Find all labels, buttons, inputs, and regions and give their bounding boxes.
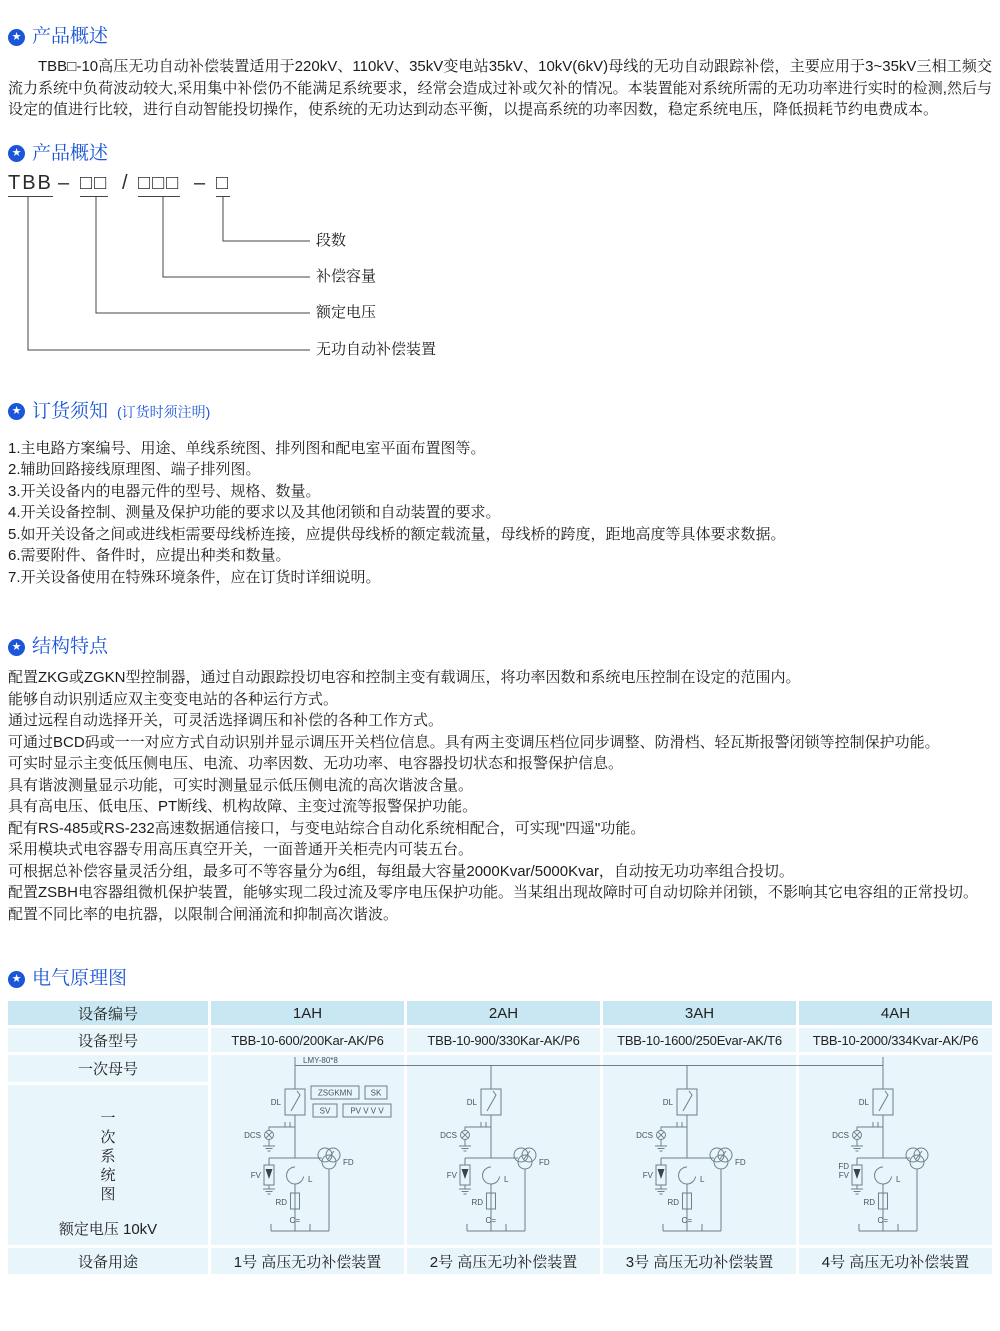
device-usage: 2号 高压无功补偿装置 xyxy=(407,1248,600,1274)
callout-voltage: 额定电压 xyxy=(316,303,377,321)
sv-box-label: SV xyxy=(319,1106,331,1116)
sk-box-label: SK xyxy=(370,1088,382,1098)
device-usage: 1号 高压无功补偿装置 xyxy=(211,1248,404,1274)
arrester-label: FV xyxy=(642,1171,653,1180)
breaker-label: DL xyxy=(466,1098,477,1107)
dcs-label: DCS xyxy=(832,1131,849,1140)
callout-capacity: 补偿容量 xyxy=(316,267,377,285)
list-item: 7.开关设备使用在特殊环境条件，应在订货时详细说明。 xyxy=(8,568,381,586)
pv-box-label: PV V V V xyxy=(350,1106,384,1116)
section-product-overview xyxy=(8,24,992,121)
circuit-cell-3ah xyxy=(603,1055,796,1245)
discharge-label: FD xyxy=(539,1158,550,1167)
feature-line: 配有RS-485或RS-232高速数据通信接口，与变电站综合自动化系统相配合，可实现"四遥"功能。 xyxy=(8,819,646,837)
device-model: TBB-10-2000/334Kvar-AK/P6 xyxy=(799,1028,992,1052)
model-code-sections-field: □ xyxy=(216,171,230,197)
star-circle-icon: ★ xyxy=(8,403,25,420)
schematic-table xyxy=(8,1001,992,1274)
section-heading xyxy=(8,141,992,167)
list-item: 1.主电路方案编号、用途、单线系统图、排列图和配电室平面布置图等。 xyxy=(8,439,486,457)
section-title: 结构特点 xyxy=(32,636,109,657)
star-circle-icon: ★ xyxy=(8,29,25,46)
list-item: 3.开关设备内的电器元件的型号、规格、数量。 xyxy=(8,482,321,500)
list-item: 2.辅助回路接线原理图、端子排列图。 xyxy=(8,461,261,478)
fuse-label: RD xyxy=(667,1198,679,1207)
circuit-cell-2ah xyxy=(407,1055,600,1245)
list-item: 5.如开关设备之间或进线柜需要母线桥连接，应提供母线桥的额定载流量，母线桥的跨度，距地高度等具体要求数据。 xyxy=(8,525,786,543)
row-label: 设备用途 xyxy=(8,1248,208,1274)
reactor-label: L xyxy=(700,1175,705,1184)
section-title: 产品概述 xyxy=(32,142,109,164)
reactor-label: L xyxy=(896,1175,901,1184)
features-list xyxy=(8,667,992,925)
fuse-label: RD xyxy=(863,1198,875,1207)
capacitor-label: C= xyxy=(877,1216,888,1225)
star-circle-icon: ★ xyxy=(8,145,25,162)
reactor-label: L xyxy=(504,1175,509,1184)
col-header: 1AH xyxy=(211,1001,404,1025)
row-label: 一次母号 xyxy=(8,1055,208,1082)
model-code-capacity-field: □□□ xyxy=(138,171,180,197)
row-label: 设备型号 xyxy=(8,1028,208,1052)
row-label-primary-system xyxy=(8,1085,208,1245)
feature-line: 具有谐波测量显示功能，可实时测量显示低压侧电流的高次谐波含量。 xyxy=(8,776,474,794)
section-title: 订货须知 xyxy=(32,400,109,422)
rated-voltage: 额定电压 10kV xyxy=(58,1221,158,1238)
section-subtitle: (订货时须注明) xyxy=(117,403,211,420)
device-usage: 3号 高压无功补偿装置 xyxy=(603,1248,796,1274)
circuit-cell-1ah xyxy=(211,1055,404,1245)
section-model-designation xyxy=(8,141,992,373)
model-code-slash: / xyxy=(122,171,130,194)
section-structure-features xyxy=(8,634,992,925)
circuit-diagram-1ah xyxy=(211,1055,404,1245)
feature-line: 配置ZSBH电容器组微机保护装置，能够实现二段过流及零序电压保护功能。当某组出现故障时可自动切除并闭锁，不影响其它电容组的正常投切。 xyxy=(8,884,979,901)
feature-line: 配置ZKG或ZGKN型控制器，通过自动跟踪投切电容和控制主变有载调压，将功率因数和系统电压控制在设定的范围内。 xyxy=(8,669,801,686)
list-item: 4.开关设备控制、测量及保护功能的要求以及其他闭锁和自动装置的要求。 xyxy=(8,504,501,521)
feature-line: 可根据总补偿容量灵活分组，最多可不等容量分为6组，每组最大容量2000Kvar/5000Kvar，自动按无功功率组合投切。 xyxy=(8,862,794,880)
col-header: 3AH xyxy=(603,1001,796,1025)
feature-line: 能够自动识别适应双主变变电站的各种运行方式。 xyxy=(8,690,339,708)
star-circle-icon: ★ xyxy=(8,971,25,988)
device-model: TBB-10-900/330Kar-AK/P6 xyxy=(407,1028,600,1052)
feature-line: 采用模块式电容器专用高压真空开关，一面普通开关柜壳内可装五台。 xyxy=(8,841,474,858)
breaker-label: DL xyxy=(270,1098,281,1107)
model-code-prefix: TBB xyxy=(8,171,53,197)
arrester-label: FV xyxy=(446,1171,457,1180)
circuit-diagram-2ah xyxy=(407,1055,600,1245)
section-title: 电气原理图 xyxy=(32,968,128,989)
section-heading xyxy=(8,966,992,992)
dcs-label: DCS xyxy=(440,1131,457,1140)
model-designation-diagram xyxy=(8,171,992,373)
device-usage: 4号 高压无功补偿装置 xyxy=(799,1248,992,1274)
circuit-diagram-4ah xyxy=(799,1055,992,1245)
callout-device: 无功自动补偿装置 xyxy=(316,340,437,358)
ordering-list xyxy=(8,438,992,589)
callout-sections: 段数 xyxy=(316,231,347,249)
section-heading xyxy=(8,634,992,660)
capacitor-label: C= xyxy=(485,1216,496,1225)
breaker-label: DL xyxy=(858,1098,869,1107)
model-code-voltage-field: □□ xyxy=(80,171,108,197)
bus-label: LMY-80*8 xyxy=(303,1056,338,1065)
feature-line: 可实时显示主变低压侧电压、电流、功率因数、无功功率、电容器投切状态和报警保护信息。 xyxy=(8,755,624,772)
feature-line: 配置不同比率的电抗器，以限制合闸涌流和抑制高次谐波。 xyxy=(8,905,399,923)
section-title: 产品概述 xyxy=(32,26,109,47)
section-electrical-schematic xyxy=(8,966,992,1274)
circuit-diagram-3ah xyxy=(603,1055,796,1245)
fuse-label: RD xyxy=(275,1198,287,1207)
col-header: 2AH xyxy=(407,1001,600,1025)
feature-line: 可通过BCD码或一一对应方式自动识别并显示调压开关档位信息。具有两主变调压档位同步调整、防滑档、轻瓦斯报警闭锁等控制保护功能。 xyxy=(8,733,940,751)
breaker-label: DL xyxy=(662,1098,673,1107)
controller-box-label: ZSGKMN xyxy=(317,1088,353,1098)
arrester-label: FV xyxy=(838,1171,849,1180)
section-heading xyxy=(8,399,992,425)
busbar-line xyxy=(295,1065,883,1066)
section-heading xyxy=(8,24,992,50)
capacitor-label: C= xyxy=(289,1216,300,1225)
model-code-dash: – xyxy=(58,171,72,194)
list-item: 6.需要附件、备件时，应提出种类和数量。 xyxy=(8,547,291,564)
model-code-dash: – xyxy=(194,171,208,194)
overview-paragraph: TBB□-10高压无功自动补偿装置适用于220kV、110kV、35kV变电站35kV、10kV(6kV)母线的无功自动跟踪补偿，主要应用于3~35kV三相工频交流力系统中负荷波动较大,采用集中补偿仍不能满足系统要求，经常会造成过补或欠补的情况。本装置能对系统所需的无功功率进行实时的检测,然后与设定的值进行比较，进行自动智能投切操作，使系统的无功达到动态平衡，以提高系统的功率因数，稳定系统电压，降低损耗节约电费成本。 xyxy=(8,58,992,118)
discharge-label: FD xyxy=(838,1162,849,1171)
feature-line: 通过远程自动选择开关，可灵活选择调压和补偿的各种工作方式。 xyxy=(8,712,444,729)
col-header: 设备编号 xyxy=(8,1001,208,1025)
capacitor-label: C= xyxy=(681,1216,692,1225)
arrester-label: FV xyxy=(250,1171,261,1180)
dcs-label: DCS xyxy=(636,1131,653,1140)
dcs-label: DCS xyxy=(244,1131,261,1140)
circuit-cell-4ah xyxy=(799,1055,992,1245)
discharge-label: FD xyxy=(735,1158,746,1167)
star-circle-icon: ★ xyxy=(8,639,25,656)
feature-line: 具有高电压、低电压、PT断线、机构故障、主变过流等报警保护功能。 xyxy=(8,798,478,815)
col-header: 4AH xyxy=(799,1001,992,1025)
discharge-label: FD xyxy=(343,1158,354,1167)
device-model: TBB-10-1600/250Evar-AK/T6 xyxy=(603,1028,796,1052)
reactor-label: L xyxy=(308,1175,313,1184)
fuse-label: RD xyxy=(471,1198,483,1207)
device-model: TBB-10-600/200Kar-AK/P6 xyxy=(211,1028,404,1052)
section-ordering-notes xyxy=(8,399,992,589)
vertical-label: 一次系统图 xyxy=(100,1109,116,1203)
